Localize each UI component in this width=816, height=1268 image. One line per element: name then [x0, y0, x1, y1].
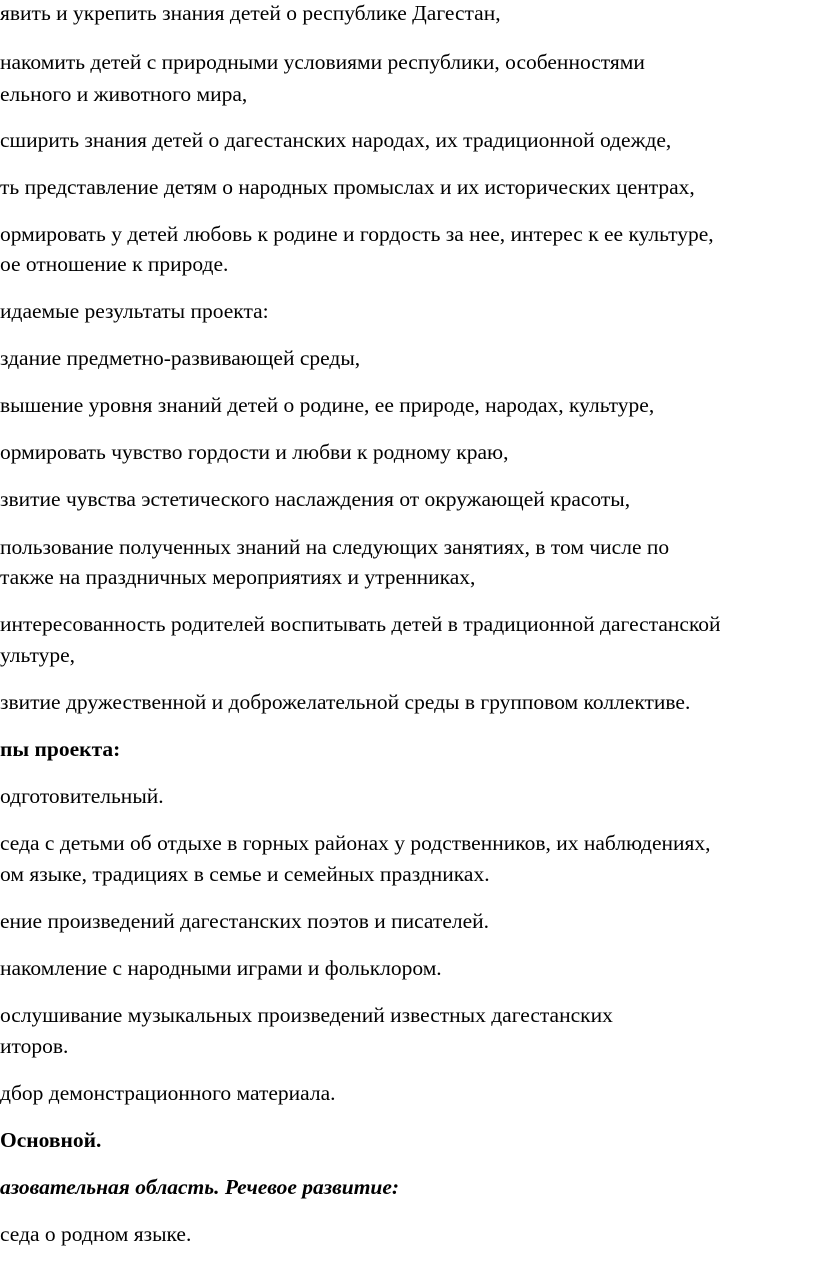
- text-line: идаемые результаты проекта:: [0, 299, 269, 323]
- text-line: ельного и животного мира,: [0, 82, 248, 106]
- text-line: ормировать чувство гордости и любви к родному краю,: [0, 440, 509, 464]
- text-line: явить и укрепить знания детей о республике Дагестан,: [0, 1, 501, 25]
- text-line: седа с детьми об отдыхе в горных районах у родственников, их наблюдениях,: [0, 831, 711, 855]
- text-line: ом языке, традициях в семье и семейных праздниках.: [0, 862, 490, 886]
- text-line: седа о родном языке.: [0, 1222, 192, 1246]
- text-line: ое отношение к природе.: [0, 252, 229, 276]
- text-line: накомление с народными играми и фольклором.: [0, 956, 442, 980]
- text-line: ослушивание музыкальных произведений известных дагестанских: [0, 1003, 613, 1027]
- text-line: дбор демонстрационного материала.: [0, 1081, 336, 1105]
- text-line: ультуре,: [0, 643, 76, 667]
- text-line: интересованность родителей воспитывать детей в традиционной дагестанской: [0, 612, 721, 636]
- text-line: иторов.: [0, 1034, 69, 1058]
- text-line: накомить детей с природными условиями республики, особенностями: [0, 50, 645, 74]
- subsection-heading: азовательная область. Речевое развитие:: [0, 1175, 400, 1199]
- text-line: вышение уровня знаний детей о родине, ее природе, народах, культуре,: [0, 393, 655, 417]
- text-line: одготовительный.: [0, 784, 164, 808]
- section-heading: Основной.: [0, 1128, 102, 1152]
- text-line: ть представление детям о народных промыслах и их исторических центрах,: [0, 175, 695, 199]
- section-heading: пы проекта:: [0, 737, 121, 761]
- text-line: звитие дружественной и доброжелательной среды в групповом коллективе.: [0, 690, 691, 714]
- text-line: ормировать у детей любовь к родине и гордость за нее, интерес к ее культуре,: [0, 222, 714, 246]
- text-line: здание предметно-развивающей среды,: [0, 346, 361, 370]
- text-line: пользование полученных знаний на следующих занятиях, в том числе по: [0, 535, 670, 559]
- text-line: ение произведений дагестанских поэтов и писателей.: [0, 909, 490, 933]
- text-line: также на праздничных мероприятиях и утренниках,: [0, 565, 476, 589]
- text-line: звитие чувства эстетического наслаждения от окружающей красоты,: [0, 487, 631, 511]
- text-line: сширить знания детей о дагестанских народах, их традиционной одежде,: [0, 128, 672, 152]
